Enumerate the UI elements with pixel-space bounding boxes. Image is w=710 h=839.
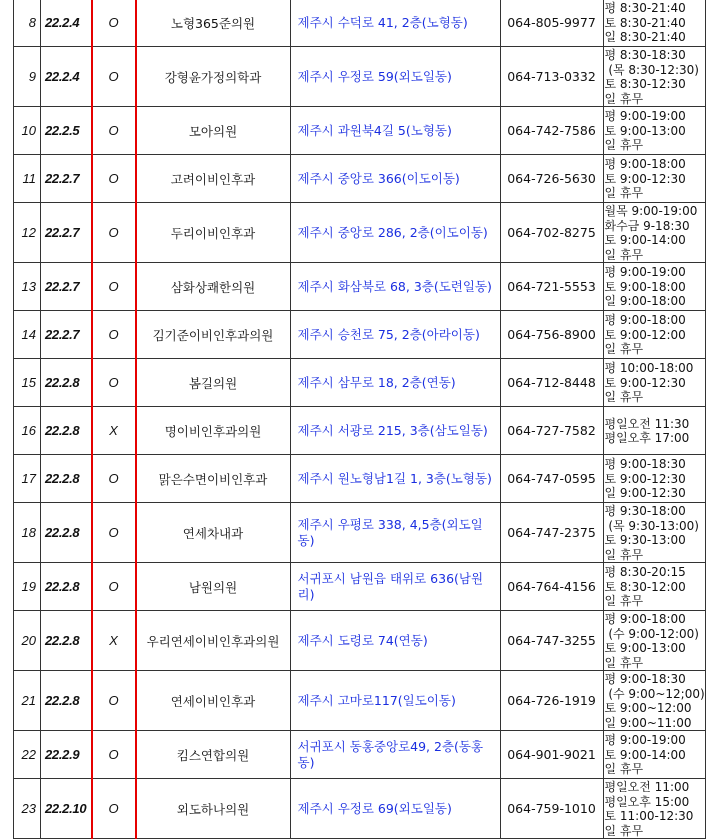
designation-date: 22.2.8 (41, 455, 92, 503)
clinic-hours (603, 503, 705, 563)
hours-line: 토 9:00-18:00 (604, 279, 686, 294)
clinic-phone: 064-759-1010 (500, 779, 603, 839)
hours-line: 평 9:00-18:00 (604, 612, 686, 626)
row-number: 22 (14, 731, 41, 779)
hours-line: 일 휴무 (604, 138, 644, 153)
designation-date: 22.2.7 (41, 311, 92, 359)
designation-date: 22.2.10 (41, 779, 92, 839)
clinic-address-link[interactable]: 제주시 화삼북로 68, 3층(도련일동) (297, 278, 492, 294)
availability-mark: X (92, 611, 136, 671)
clinic-address-link[interactable]: 제주시 승천로 75, 2층(아라이동) (297, 326, 480, 342)
clinic-name: 모아의원 (136, 107, 291, 155)
availability-mark: O (92, 563, 136, 611)
clinic-address-link[interactable]: 제주시 수덕로 41, 2층(노형동) (297, 14, 468, 30)
clinic-hours (603, 359, 705, 407)
clinic-name: 명이비인후과의원 (136, 407, 291, 455)
hours-line: 토 9:00-12:30 (604, 171, 686, 186)
table-row (14, 503, 706, 563)
hours-line: 평일오전 11:00 (604, 780, 690, 794)
table-row (14, 203, 706, 263)
table-row (14, 107, 706, 155)
hours-line: 일 휴무 (604, 390, 644, 405)
designation-date: 22.2.7 (41, 203, 92, 263)
table-row (14, 359, 706, 407)
hours-line: 평 8:30-21:40 (604, 1, 686, 16)
row-number: 12 (14, 203, 41, 263)
row-number: 14 (14, 311, 41, 359)
clinic-phone: 064-726-5630 (500, 155, 603, 203)
availability-mark: O (92, 455, 136, 503)
hours-line: (목 9:30-13:00) (604, 518, 699, 533)
row-number: 23 (14, 779, 41, 839)
hours-line: 일 9:00~11:00 (604, 715, 692, 730)
clinic-phone: 064-727-7582 (500, 407, 603, 455)
row-number: 13 (14, 263, 41, 311)
hours-line: 평 9:00-18:00 (604, 157, 686, 172)
row-number: 19 (14, 563, 41, 611)
hours-line: 토 9:00-13:00 (604, 641, 686, 655)
clinic-hours (603, 671, 705, 731)
clinic-address-link[interactable]: 제주시 중앙로 286, 2층(이도이동) (297, 224, 488, 240)
clinic-phone: 064-702-8275 (500, 203, 603, 263)
clinic-phone: 064-747-3255 (500, 611, 603, 671)
hours-line: 일 휴무 (604, 91, 644, 106)
availability-mark: O (92, 671, 136, 731)
clinic-address-link[interactable]: 제주시 우평로 338, 4,5층(외도일동) (297, 516, 483, 548)
row-number: 21 (14, 671, 41, 731)
availability-mark: O (92, 503, 136, 563)
clinic-phone: 064-713-0332 (500, 47, 603, 107)
clinic-name: 외도하나의원 (136, 779, 291, 839)
hours-line: 평 10:00-18:00 (604, 361, 694, 376)
hours-line: 일 9:00-12:30 (604, 486, 686, 501)
clinic-address-link[interactable]: 제주시 우정로 69(외도일동) (297, 800, 452, 816)
clinic-address-cell (290, 0, 500, 47)
designation-date: 22.2.8 (41, 671, 92, 731)
designation-date: 22.2.4 (41, 0, 92, 47)
row-number: 8 (14, 0, 41, 47)
clinic-hours (603, 455, 705, 503)
clinic-name: 김기준이비인후과의원 (136, 311, 291, 359)
clinic-address-cell (290, 671, 500, 731)
clinic-phone: 064-742-7586 (500, 107, 603, 155)
clinic-address-link[interactable]: 제주시 고마로117(일도이동) (297, 692, 456, 708)
clinic-hours (603, 311, 705, 359)
hours-line: (수 9:00-12:00) (604, 626, 699, 641)
hours-line: 평 9:00-18:30 (604, 672, 686, 686)
hours-line: 평 9:00-18:30 (604, 457, 686, 472)
availability-mark: O (92, 107, 136, 155)
clinic-table (13, 0, 706, 839)
hours-line: 월목 9:00-19:00 (604, 204, 698, 218)
row-number: 17 (14, 455, 41, 503)
clinic-phone: 064-805-9977 (500, 0, 603, 47)
hours-line: 일 휴무 (604, 594, 644, 609)
clinic-address-cell (290, 155, 500, 203)
clinic-name: 강형윤가정의학과 (136, 47, 291, 107)
hours-line: 일 휴무 (604, 342, 644, 357)
designation-date: 22.2.8 (41, 563, 92, 611)
row-number: 9 (14, 47, 41, 107)
clinic-name: 연세이비인후과 (136, 671, 291, 731)
hours-line: 토 9:00-14:00 (604, 747, 686, 762)
clinic-address-link[interactable]: 제주시 도령로 74(연동) (297, 632, 428, 648)
hours-line: 평 8:30-20:15 (604, 565, 686, 580)
hours-line: 토 9:00-12:30 (604, 471, 686, 486)
clinic-phone: 064-764-4156 (500, 563, 603, 611)
availability-mark: O (92, 779, 136, 839)
clinic-address-link[interactable]: 제주시 중앙로 366(이도이동) (297, 170, 460, 186)
clinic-address-cell (290, 611, 500, 671)
hours-line: 평 9:00-19:00 (604, 265, 686, 280)
table-row (14, 671, 706, 731)
clinic-address-cell (290, 311, 500, 359)
hours-line: 일 9:00-18:00 (604, 294, 686, 309)
hours-line: (수 9:00~12;00) (604, 686, 705, 701)
availability-mark: O (92, 311, 136, 359)
hours-line: 평일오후 15:00 (604, 794, 690, 809)
availability-mark: O (92, 731, 136, 779)
hours-line: 일 휴무 (604, 247, 644, 262)
clinic-address-link[interactable]: 제주시 과원북4길 5(노형동) (297, 122, 452, 138)
table-row (14, 0, 706, 47)
clinic-name: 남원의원 (136, 563, 291, 611)
designation-date: 22.2.8 (41, 503, 92, 563)
designation-date: 22.2.7 (41, 263, 92, 311)
designation-date: 22.2.8 (41, 359, 92, 407)
clinic-hours (603, 155, 705, 203)
clinic-hours (603, 563, 705, 611)
clinic-name: 연세차내과 (136, 503, 291, 563)
hours-line: 평 9:00-19:00 (604, 109, 686, 124)
hours-line: 일 휴무 (604, 823, 644, 838)
availability-mark: O (92, 203, 136, 263)
hours-line: 토 9:00-14:00 (604, 233, 686, 247)
hours-line: 평 8:30-18:30 (604, 48, 686, 62)
row-number: 10 (14, 107, 41, 155)
clinic-address-cell (290, 503, 500, 563)
table-row (14, 731, 706, 779)
clinic-address-cell (290, 731, 500, 779)
row-number: 15 (14, 359, 41, 407)
hours-line: 토 8:30-12:30 (604, 77, 686, 91)
clinic-name: 삼화상쾌한의원 (136, 263, 291, 311)
hours-line: 평일오후 17:00 (604, 431, 690, 445)
clinic-address-link[interactable]: 제주시 삼무로 18, 2층(연동) (297, 374, 456, 390)
clinic-address-cell (290, 263, 500, 311)
clinic-address-cell (290, 47, 500, 107)
clinic-phone: 064-726-1919 (500, 671, 603, 731)
hours-line: 일 휴무 (604, 655, 644, 670)
hours-line: 평 9:00-18:00 (604, 313, 686, 328)
clinic-hours (603, 407, 705, 455)
availability-mark: O (92, 47, 136, 107)
table-row (14, 779, 706, 839)
clinic-address-cell (290, 107, 500, 155)
clinic-hours (603, 47, 705, 107)
table-row (14, 455, 706, 503)
designation-date: 22.2.8 (41, 611, 92, 671)
table-row (14, 311, 706, 359)
availability-mark: O (92, 359, 136, 407)
table-row (14, 611, 706, 671)
hours-line: 토 9:00-12:30 (604, 375, 686, 390)
availability-mark: O (92, 0, 136, 47)
designation-date: 22.2.8 (41, 407, 92, 455)
hours-line: 일 8:30-21:40 (604, 30, 686, 45)
clinic-address-link[interactable]: 제주시 서광로 215, 3층(삼도일동) (297, 422, 488, 438)
clinic-phone: 064-712-8448 (500, 359, 603, 407)
hours-line: 평일오전 11:30 (604, 416, 690, 431)
hours-line: 일 휴무 (604, 186, 644, 201)
designation-date: 22.2.9 (41, 731, 92, 779)
clinic-name: 노형365준의원 (136, 0, 291, 47)
clinic-phone: 064-747-2375 (500, 503, 603, 563)
table-row (14, 155, 706, 203)
availability-mark: O (92, 263, 136, 311)
clinic-phone: 064-747-0595 (500, 455, 603, 503)
designation-date: 22.2.7 (41, 155, 92, 203)
hours-line: 화수금 9-18:30 (604, 218, 690, 233)
clinic-address-cell (290, 203, 500, 263)
clinic-name: 봄길의원 (136, 359, 291, 407)
clinic-address-cell (290, 563, 500, 611)
designation-date: 22.2.4 (41, 47, 92, 107)
table-row (14, 263, 706, 311)
clinic-address-link[interactable]: 제주시 원노형남1길 1, 3층(노형동) (297, 470, 492, 486)
row-number: 20 (14, 611, 41, 671)
clinic-name: 킴스연합의원 (136, 731, 291, 779)
hours-line: 토 9:00-13:00 (604, 123, 686, 138)
clinic-hours (603, 107, 705, 155)
table-row (14, 563, 706, 611)
hours-line: 토 9:30-13:00 (604, 533, 686, 547)
clinic-address-cell (290, 359, 500, 407)
hours-line: 일 휴무 (604, 762, 644, 777)
hours-line: (목 8:30-12:30) (604, 62, 699, 77)
clinic-address-link[interactable]: 제주시 우정로 59(외도일동) (297, 68, 452, 84)
clinic-hours (603, 779, 705, 839)
hours-line: 일 휴무 (604, 547, 644, 562)
hours-line: 평 9:30-18:00 (604, 504, 686, 518)
designation-date: 22.2.5 (41, 107, 92, 155)
clinic-address-cell (290, 455, 500, 503)
hours-line: 토 9:00~12:00 (604, 701, 692, 715)
clinic-address-cell (290, 407, 500, 455)
clinic-hours (603, 203, 705, 263)
clinic-address-cell (290, 779, 500, 839)
clinic-hours (603, 0, 705, 47)
clinic-address-link[interactable]: 서귀포시 동홍중앙로49, 2층(동홍동) (297, 738, 484, 770)
table-row (14, 47, 706, 107)
row-number: 16 (14, 407, 41, 455)
clinic-phone: 064-721-5553 (500, 263, 603, 311)
availability-mark: O (92, 155, 136, 203)
clinic-phone: 064-756-8900 (500, 311, 603, 359)
availability-mark: X (92, 407, 136, 455)
row-number: 11 (14, 155, 41, 203)
row-number: 18 (14, 503, 41, 563)
clinic-table-body (14, 0, 706, 839)
hours-line: 토 9:00-12:00 (604, 327, 686, 342)
clinic-phone: 064-901-9021 (500, 731, 603, 779)
clinic-name: 두리이비인후과 (136, 203, 291, 263)
table-row (14, 407, 706, 455)
hours-line: 토 8:30-12:00 (604, 579, 686, 594)
clinic-address-link[interactable]: 서귀포시 남원읍 태위로 636(남원리) (297, 570, 484, 602)
hours-line: 토 11:00-12:30 (604, 809, 694, 823)
clinic-name: 맑은수면이비인후과 (136, 455, 291, 503)
clinic-hours (603, 731, 705, 779)
clinic-name: 우리연세이비인후과의원 (136, 611, 291, 671)
clinic-hours (603, 263, 705, 311)
clinic-name: 고려이비인후과 (136, 155, 291, 203)
hours-line: 토 8:30-21:40 (604, 15, 686, 30)
clinic-hours (603, 611, 705, 671)
hours-line: 평 9:00-19:00 (604, 733, 686, 748)
